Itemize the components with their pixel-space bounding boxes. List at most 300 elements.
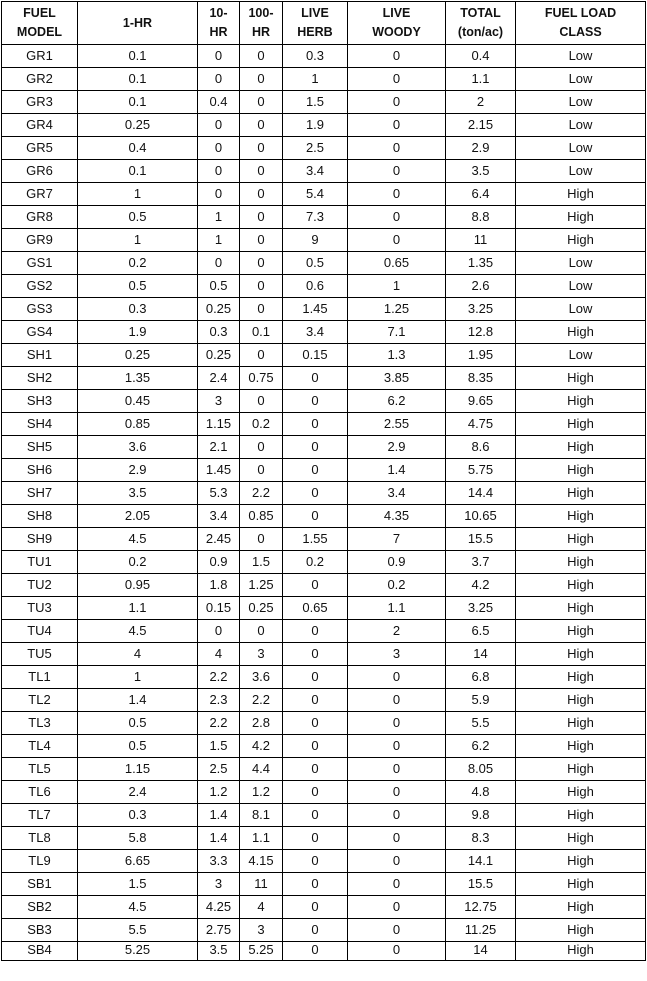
cell-fuel-load-class: High bbox=[516, 643, 646, 666]
cell-live-woody: 0 bbox=[348, 183, 446, 206]
header-text: LIVE bbox=[301, 6, 329, 20]
cell-1-hr: 5.25 bbox=[78, 942, 198, 961]
cell-10-hr: 3.4 bbox=[198, 505, 240, 528]
cell-live-woody: 0 bbox=[348, 206, 446, 229]
cell-100-hr: 3.6 bbox=[240, 666, 283, 689]
cell-total: 4.8 bbox=[446, 781, 516, 804]
cell-1-hr: 0.1 bbox=[78, 68, 198, 91]
cell-10-hr: 3 bbox=[198, 390, 240, 413]
cell-live-woody: 1 bbox=[348, 275, 446, 298]
cell-10-hr: 3.5 bbox=[198, 942, 240, 961]
cell-10-hr: 1.5 bbox=[198, 735, 240, 758]
cell-total: 4.2 bbox=[446, 574, 516, 597]
cell-10-hr: 2.4 bbox=[198, 367, 240, 390]
cell-fuel-model: SH7 bbox=[2, 482, 78, 505]
cell-live-herb: 0 bbox=[283, 873, 348, 896]
cell-fuel-model: SB4 bbox=[2, 942, 78, 961]
cell-10-hr: 1.45 bbox=[198, 459, 240, 482]
table-row bbox=[2, 229, 646, 252]
cell-1-hr: 4.5 bbox=[78, 528, 198, 551]
cell-100-hr: 0 bbox=[240, 390, 283, 413]
cell-100-hr: 2.2 bbox=[240, 482, 283, 505]
header-text: 10- bbox=[209, 6, 228, 20]
cell-total: 5.5 bbox=[446, 712, 516, 735]
cell-live-herb: 0.65 bbox=[283, 597, 348, 620]
header-text: CLASS bbox=[559, 25, 602, 39]
cell-100-hr: 4 bbox=[240, 896, 283, 919]
cell-total: 11 bbox=[446, 229, 516, 252]
cell-100-hr: 2.8 bbox=[240, 712, 283, 735]
cell-total: 12.8 bbox=[446, 321, 516, 344]
table-row bbox=[2, 68, 646, 91]
header-text: FUEL bbox=[23, 6, 56, 20]
cell-fuel-model: GR1 bbox=[2, 45, 78, 68]
cell-fuel-load-class: High bbox=[516, 781, 646, 804]
cell-1-hr: 1.1 bbox=[78, 597, 198, 620]
cell-live-woody: 1.25 bbox=[348, 298, 446, 321]
cell-fuel-model: SH6 bbox=[2, 459, 78, 482]
cell-fuel-load-class: Low bbox=[516, 298, 646, 321]
cell-fuel-model: SH5 bbox=[2, 436, 78, 459]
header-text: HR bbox=[251, 25, 271, 39]
cell-live-herb: 0 bbox=[283, 919, 348, 942]
cell-live-herb: 0 bbox=[283, 390, 348, 413]
cell-100-hr: 8.1 bbox=[240, 804, 283, 827]
cell-fuel-model: GR4 bbox=[2, 114, 78, 137]
cell-total: 4.75 bbox=[446, 413, 516, 436]
cell-10-hr: 2.3 bbox=[198, 689, 240, 712]
cell-live-herb: 0.3 bbox=[283, 45, 348, 68]
cell-1-hr: 2.9 bbox=[78, 459, 198, 482]
cell-fuel-load-class: High bbox=[516, 390, 646, 413]
cell-1-hr: 0.5 bbox=[78, 712, 198, 735]
cell-1-hr: 1.5 bbox=[78, 873, 198, 896]
header-text: FUEL LOAD bbox=[544, 6, 617, 20]
cell-10-hr: 1 bbox=[198, 229, 240, 252]
header-fuel-load-class bbox=[516, 2, 646, 45]
cell-fuel-model: TL8 bbox=[2, 827, 78, 850]
cell-total: 14 bbox=[446, 942, 516, 961]
cell-1-hr: 0.3 bbox=[78, 804, 198, 827]
cell-10-hr: 0.3 bbox=[198, 321, 240, 344]
cell-100-hr: 4.15 bbox=[240, 850, 283, 873]
table-row bbox=[2, 183, 646, 206]
cell-live-woody: 3 bbox=[348, 643, 446, 666]
cell-total: 9.8 bbox=[446, 804, 516, 827]
table-row bbox=[2, 689, 646, 712]
table-row bbox=[2, 275, 646, 298]
cell-total: 3.7 bbox=[446, 551, 516, 574]
cell-live-woody: 0 bbox=[348, 666, 446, 689]
cell-10-hr: 1 bbox=[198, 206, 240, 229]
cell-fuel-model: TL4 bbox=[2, 735, 78, 758]
cell-live-woody: 0 bbox=[348, 850, 446, 873]
cell-live-herb: 0 bbox=[283, 436, 348, 459]
cell-live-herb: 5.4 bbox=[283, 183, 348, 206]
cell-live-woody: 1.4 bbox=[348, 459, 446, 482]
cell-total: 2.6 bbox=[446, 275, 516, 298]
cell-1-hr: 1.35 bbox=[78, 367, 198, 390]
cell-live-herb: 1.9 bbox=[283, 114, 348, 137]
cell-live-herb: 0.15 bbox=[283, 344, 348, 367]
cell-total: 14 bbox=[446, 643, 516, 666]
cell-fuel-model: GR3 bbox=[2, 91, 78, 114]
cell-100-hr: 1.25 bbox=[240, 574, 283, 597]
cell-10-hr: 0.4 bbox=[198, 91, 240, 114]
cell-fuel-model: TL1 bbox=[2, 666, 78, 689]
cell-fuel-load-class: High bbox=[516, 712, 646, 735]
cell-100-hr: 0 bbox=[240, 160, 283, 183]
cell-live-herb: 3.4 bbox=[283, 321, 348, 344]
cell-total: 2 bbox=[446, 91, 516, 114]
cell-1-hr: 1 bbox=[78, 666, 198, 689]
cell-live-herb: 0 bbox=[283, 827, 348, 850]
cell-1-hr: 0.95 bbox=[78, 574, 198, 597]
cell-live-woody: 0 bbox=[348, 229, 446, 252]
cell-live-herb: 0 bbox=[283, 367, 348, 390]
table-row bbox=[2, 482, 646, 505]
cell-live-woody: 0 bbox=[348, 896, 446, 919]
table-row bbox=[2, 919, 646, 942]
cell-fuel-model: SH3 bbox=[2, 390, 78, 413]
header-1-hr bbox=[78, 2, 198, 45]
cell-fuel-load-class: Low bbox=[516, 45, 646, 68]
table-row bbox=[2, 781, 646, 804]
cell-fuel-model: GR6 bbox=[2, 160, 78, 183]
cell-total: 6.2 bbox=[446, 735, 516, 758]
cell-100-hr: 0 bbox=[240, 275, 283, 298]
table-row bbox=[2, 45, 646, 68]
cell-100-hr: 0 bbox=[240, 114, 283, 137]
cell-total: 11.25 bbox=[446, 919, 516, 942]
cell-100-hr: 4.2 bbox=[240, 735, 283, 758]
cell-live-herb: 1 bbox=[283, 68, 348, 91]
cell-fuel-load-class: High bbox=[516, 620, 646, 643]
cell-fuel-load-class: Low bbox=[516, 91, 646, 114]
table-row bbox=[2, 206, 646, 229]
cell-10-hr: 0.25 bbox=[198, 344, 240, 367]
header-live-herb bbox=[283, 2, 348, 45]
cell-total: 1.35 bbox=[446, 252, 516, 275]
table-row bbox=[2, 298, 646, 321]
cell-live-herb: 0 bbox=[283, 942, 348, 961]
cell-total: 8.3 bbox=[446, 827, 516, 850]
cell-10-hr: 3.3 bbox=[198, 850, 240, 873]
cell-total: 15.5 bbox=[446, 528, 516, 551]
cell-10-hr: 0 bbox=[198, 137, 240, 160]
cell-10-hr: 2.2 bbox=[198, 666, 240, 689]
table-row bbox=[2, 597, 646, 620]
cell-live-woody: 0.65 bbox=[348, 252, 446, 275]
cell-1-hr: 0.1 bbox=[78, 91, 198, 114]
cell-100-hr: 1.1 bbox=[240, 827, 283, 850]
cell-live-herb: 0 bbox=[283, 712, 348, 735]
cell-total: 8.6 bbox=[446, 436, 516, 459]
cell-fuel-model: TL5 bbox=[2, 758, 78, 781]
cell-fuel-load-class: High bbox=[516, 413, 646, 436]
cell-10-hr: 1.4 bbox=[198, 804, 240, 827]
cell-fuel-load-class: High bbox=[516, 229, 646, 252]
cell-live-woody: 0 bbox=[348, 942, 446, 961]
cell-100-hr: 0.25 bbox=[240, 597, 283, 620]
header-100-hr bbox=[240, 2, 283, 45]
cell-fuel-model: TL6 bbox=[2, 781, 78, 804]
fuel-model-table bbox=[1, 1, 646, 961]
cell-10-hr: 5.3 bbox=[198, 482, 240, 505]
cell-100-hr: 0.75 bbox=[240, 367, 283, 390]
cell-10-hr: 0.9 bbox=[198, 551, 240, 574]
cell-10-hr: 1.4 bbox=[198, 827, 240, 850]
cell-live-woody: 0 bbox=[348, 781, 446, 804]
cell-1-hr: 0.85 bbox=[78, 413, 198, 436]
header-text: TOTAL bbox=[460, 6, 501, 20]
cell-10-hr: 0 bbox=[198, 183, 240, 206]
cell-10-hr: 2.5 bbox=[198, 758, 240, 781]
cell-fuel-load-class: High bbox=[516, 574, 646, 597]
cell-10-hr: 0.15 bbox=[198, 597, 240, 620]
cell-1-hr: 0.25 bbox=[78, 344, 198, 367]
cell-live-woody: 0 bbox=[348, 137, 446, 160]
cell-live-woody: 7.1 bbox=[348, 321, 446, 344]
cell-fuel-load-class: High bbox=[516, 528, 646, 551]
header-text: 1-HR bbox=[122, 15, 153, 30]
cell-fuel-model: TU3 bbox=[2, 597, 78, 620]
table-row bbox=[2, 91, 646, 114]
cell-100-hr: 0 bbox=[240, 137, 283, 160]
cell-fuel-load-class: High bbox=[516, 896, 646, 919]
cell-fuel-model: GR8 bbox=[2, 206, 78, 229]
cell-fuel-load-class: Low bbox=[516, 68, 646, 91]
cell-100-hr: 0.85 bbox=[240, 505, 283, 528]
cell-live-herb: 0 bbox=[283, 574, 348, 597]
cell-live-herb: 0 bbox=[283, 620, 348, 643]
cell-fuel-load-class: High bbox=[516, 735, 646, 758]
cell-total: 8.05 bbox=[446, 758, 516, 781]
cell-total: 12.75 bbox=[446, 896, 516, 919]
cell-fuel-model: SH4 bbox=[2, 413, 78, 436]
header-fuel-model bbox=[2, 2, 78, 45]
cell-live-woody: 2.55 bbox=[348, 413, 446, 436]
cell-1-hr: 0.5 bbox=[78, 275, 198, 298]
cell-live-herb: 2.5 bbox=[283, 137, 348, 160]
cell-live-herb: 1.45 bbox=[283, 298, 348, 321]
cell-1-hr: 3.6 bbox=[78, 436, 198, 459]
cell-fuel-load-class: High bbox=[516, 183, 646, 206]
cell-10-hr: 1.2 bbox=[198, 781, 240, 804]
cell-100-hr: 0 bbox=[240, 298, 283, 321]
table-row bbox=[2, 735, 646, 758]
cell-live-herb: 0 bbox=[283, 643, 348, 666]
table-header bbox=[2, 2, 646, 45]
cell-fuel-model: SH9 bbox=[2, 528, 78, 551]
cell-10-hr: 4 bbox=[198, 643, 240, 666]
cell-live-woody: 0.9 bbox=[348, 551, 446, 574]
cell-fuel-model: TU5 bbox=[2, 643, 78, 666]
cell-1-hr: 2.4 bbox=[78, 781, 198, 804]
cell-1-hr: 2.05 bbox=[78, 505, 198, 528]
cell-total: 14.4 bbox=[446, 482, 516, 505]
table-row bbox=[2, 666, 646, 689]
table-row bbox=[2, 712, 646, 735]
table-row bbox=[2, 436, 646, 459]
cell-1-hr: 1 bbox=[78, 183, 198, 206]
table-row bbox=[2, 160, 646, 183]
cell-live-herb: 3.4 bbox=[283, 160, 348, 183]
cell-fuel-model: GR7 bbox=[2, 183, 78, 206]
cell-live-herb: 0 bbox=[283, 735, 348, 758]
cell-10-hr: 2.1 bbox=[198, 436, 240, 459]
cell-100-hr: 0 bbox=[240, 68, 283, 91]
cell-10-hr: 4.25 bbox=[198, 896, 240, 919]
cell-10-hr: 0 bbox=[198, 114, 240, 137]
cell-100-hr: 0 bbox=[240, 252, 283, 275]
table-row bbox=[2, 114, 646, 137]
cell-live-woody: 6.2 bbox=[348, 390, 446, 413]
cell-live-herb: 0 bbox=[283, 666, 348, 689]
table-row bbox=[2, 942, 646, 961]
table-row bbox=[2, 551, 646, 574]
cell-live-herb: 7.3 bbox=[283, 206, 348, 229]
table-row bbox=[2, 137, 646, 160]
cell-live-woody: 3.85 bbox=[348, 367, 446, 390]
cell-100-hr: 0 bbox=[240, 183, 283, 206]
header-row bbox=[2, 2, 646, 45]
cell-100-hr: 0 bbox=[240, 528, 283, 551]
cell-total: 6.5 bbox=[446, 620, 516, 643]
cell-live-herb: 0 bbox=[283, 758, 348, 781]
cell-fuel-model: GS1 bbox=[2, 252, 78, 275]
cell-live-woody: 0 bbox=[348, 919, 446, 942]
cell-live-herb: 0 bbox=[283, 896, 348, 919]
cell-total: 15.5 bbox=[446, 873, 516, 896]
cell-100-hr: 0 bbox=[240, 91, 283, 114]
table-row bbox=[2, 344, 646, 367]
cell-fuel-model: SH1 bbox=[2, 344, 78, 367]
cell-fuel-model: SH8 bbox=[2, 505, 78, 528]
cell-live-woody: 0 bbox=[348, 91, 446, 114]
cell-live-woody: 2.9 bbox=[348, 436, 446, 459]
table-row bbox=[2, 758, 646, 781]
cell-total: 3.25 bbox=[446, 597, 516, 620]
cell-total: 14.1 bbox=[446, 850, 516, 873]
cell-fuel-model: TL9 bbox=[2, 850, 78, 873]
cell-1-hr: 1.15 bbox=[78, 758, 198, 781]
cell-total: 1.1 bbox=[446, 68, 516, 91]
cell-10-hr: 0 bbox=[198, 68, 240, 91]
cell-total: 2.9 bbox=[446, 137, 516, 160]
table-row bbox=[2, 505, 646, 528]
cell-live-herb: 1.5 bbox=[283, 91, 348, 114]
cell-live-herb: 0.5 bbox=[283, 252, 348, 275]
cell-1-hr: 4 bbox=[78, 643, 198, 666]
header-text: WOODY bbox=[372, 25, 421, 39]
cell-live-woody: 4.35 bbox=[348, 505, 446, 528]
cell-1-hr: 0.3 bbox=[78, 298, 198, 321]
cell-fuel-model: TU2 bbox=[2, 574, 78, 597]
cell-10-hr: 2.2 bbox=[198, 712, 240, 735]
table-row bbox=[2, 413, 646, 436]
cell-fuel-load-class: Low bbox=[516, 137, 646, 160]
cell-1-hr: 1.4 bbox=[78, 689, 198, 712]
cell-fuel-model: TU1 bbox=[2, 551, 78, 574]
cell-fuel-load-class: High bbox=[516, 689, 646, 712]
cell-100-hr: 0 bbox=[240, 344, 283, 367]
cell-fuel-load-class: High bbox=[516, 919, 646, 942]
cell-live-herb: 0 bbox=[283, 781, 348, 804]
header-text: (ton/ac) bbox=[457, 25, 504, 39]
header-text: MODEL bbox=[16, 25, 63, 39]
cell-100-hr: 0 bbox=[240, 459, 283, 482]
cell-fuel-load-class: High bbox=[516, 873, 646, 896]
cell-100-hr: 0.1 bbox=[240, 321, 283, 344]
cell-live-herb: 0 bbox=[283, 459, 348, 482]
cell-fuel-load-class: High bbox=[516, 482, 646, 505]
table-row bbox=[2, 896, 646, 919]
table-row bbox=[2, 873, 646, 896]
cell-live-woody: 0.2 bbox=[348, 574, 446, 597]
cell-live-herb: 0 bbox=[283, 413, 348, 436]
cell-total: 0.4 bbox=[446, 45, 516, 68]
cell-total: 5.75 bbox=[446, 459, 516, 482]
table-row bbox=[2, 459, 646, 482]
cell-live-woody: 0 bbox=[348, 68, 446, 91]
cell-live-woody: 0 bbox=[348, 758, 446, 781]
cell-live-herb: 0 bbox=[283, 505, 348, 528]
cell-fuel-load-class: High bbox=[516, 551, 646, 574]
cell-100-hr: 0 bbox=[240, 206, 283, 229]
cell-fuel-model: SB2 bbox=[2, 896, 78, 919]
header-text: 100- bbox=[248, 6, 274, 20]
cell-100-hr: 0.2 bbox=[240, 413, 283, 436]
cell-fuel-load-class: High bbox=[516, 758, 646, 781]
cell-100-hr: 3 bbox=[240, 643, 283, 666]
cell-fuel-model: GS3 bbox=[2, 298, 78, 321]
cell-fuel-load-class: Low bbox=[516, 275, 646, 298]
cell-1-hr: 5.5 bbox=[78, 919, 198, 942]
cell-total: 6.8 bbox=[446, 666, 516, 689]
header-live-woody bbox=[348, 2, 446, 45]
cell-1-hr: 0.1 bbox=[78, 160, 198, 183]
cell-total: 3.25 bbox=[446, 298, 516, 321]
cell-fuel-load-class: High bbox=[516, 850, 646, 873]
cell-100-hr: 11 bbox=[240, 873, 283, 896]
cell-10-hr: 2.75 bbox=[198, 919, 240, 942]
cell-1-hr: 0.1 bbox=[78, 45, 198, 68]
cell-live-herb: 0 bbox=[283, 804, 348, 827]
cell-1-hr: 4.5 bbox=[78, 896, 198, 919]
cell-1-hr: 1.9 bbox=[78, 321, 198, 344]
cell-1-hr: 0.25 bbox=[78, 114, 198, 137]
cell-live-herb: 9 bbox=[283, 229, 348, 252]
cell-fuel-load-class: High bbox=[516, 367, 646, 390]
cell-total: 5.9 bbox=[446, 689, 516, 712]
cell-10-hr: 2.45 bbox=[198, 528, 240, 551]
cell-100-hr: 0 bbox=[240, 45, 283, 68]
cell-fuel-load-class: High bbox=[516, 827, 646, 850]
table-row bbox=[2, 574, 646, 597]
table-row bbox=[2, 850, 646, 873]
table-row bbox=[2, 321, 646, 344]
cell-1-hr: 0.2 bbox=[78, 551, 198, 574]
cell-fuel-load-class: High bbox=[516, 206, 646, 229]
cell-live-woody: 3.4 bbox=[348, 482, 446, 505]
cell-10-hr: 0 bbox=[198, 45, 240, 68]
cell-live-herb: 0.2 bbox=[283, 551, 348, 574]
cell-fuel-load-class: High bbox=[516, 321, 646, 344]
cell-total: 10.65 bbox=[446, 505, 516, 528]
cell-1-hr: 0.5 bbox=[78, 735, 198, 758]
cell-live-woody: 0 bbox=[348, 712, 446, 735]
